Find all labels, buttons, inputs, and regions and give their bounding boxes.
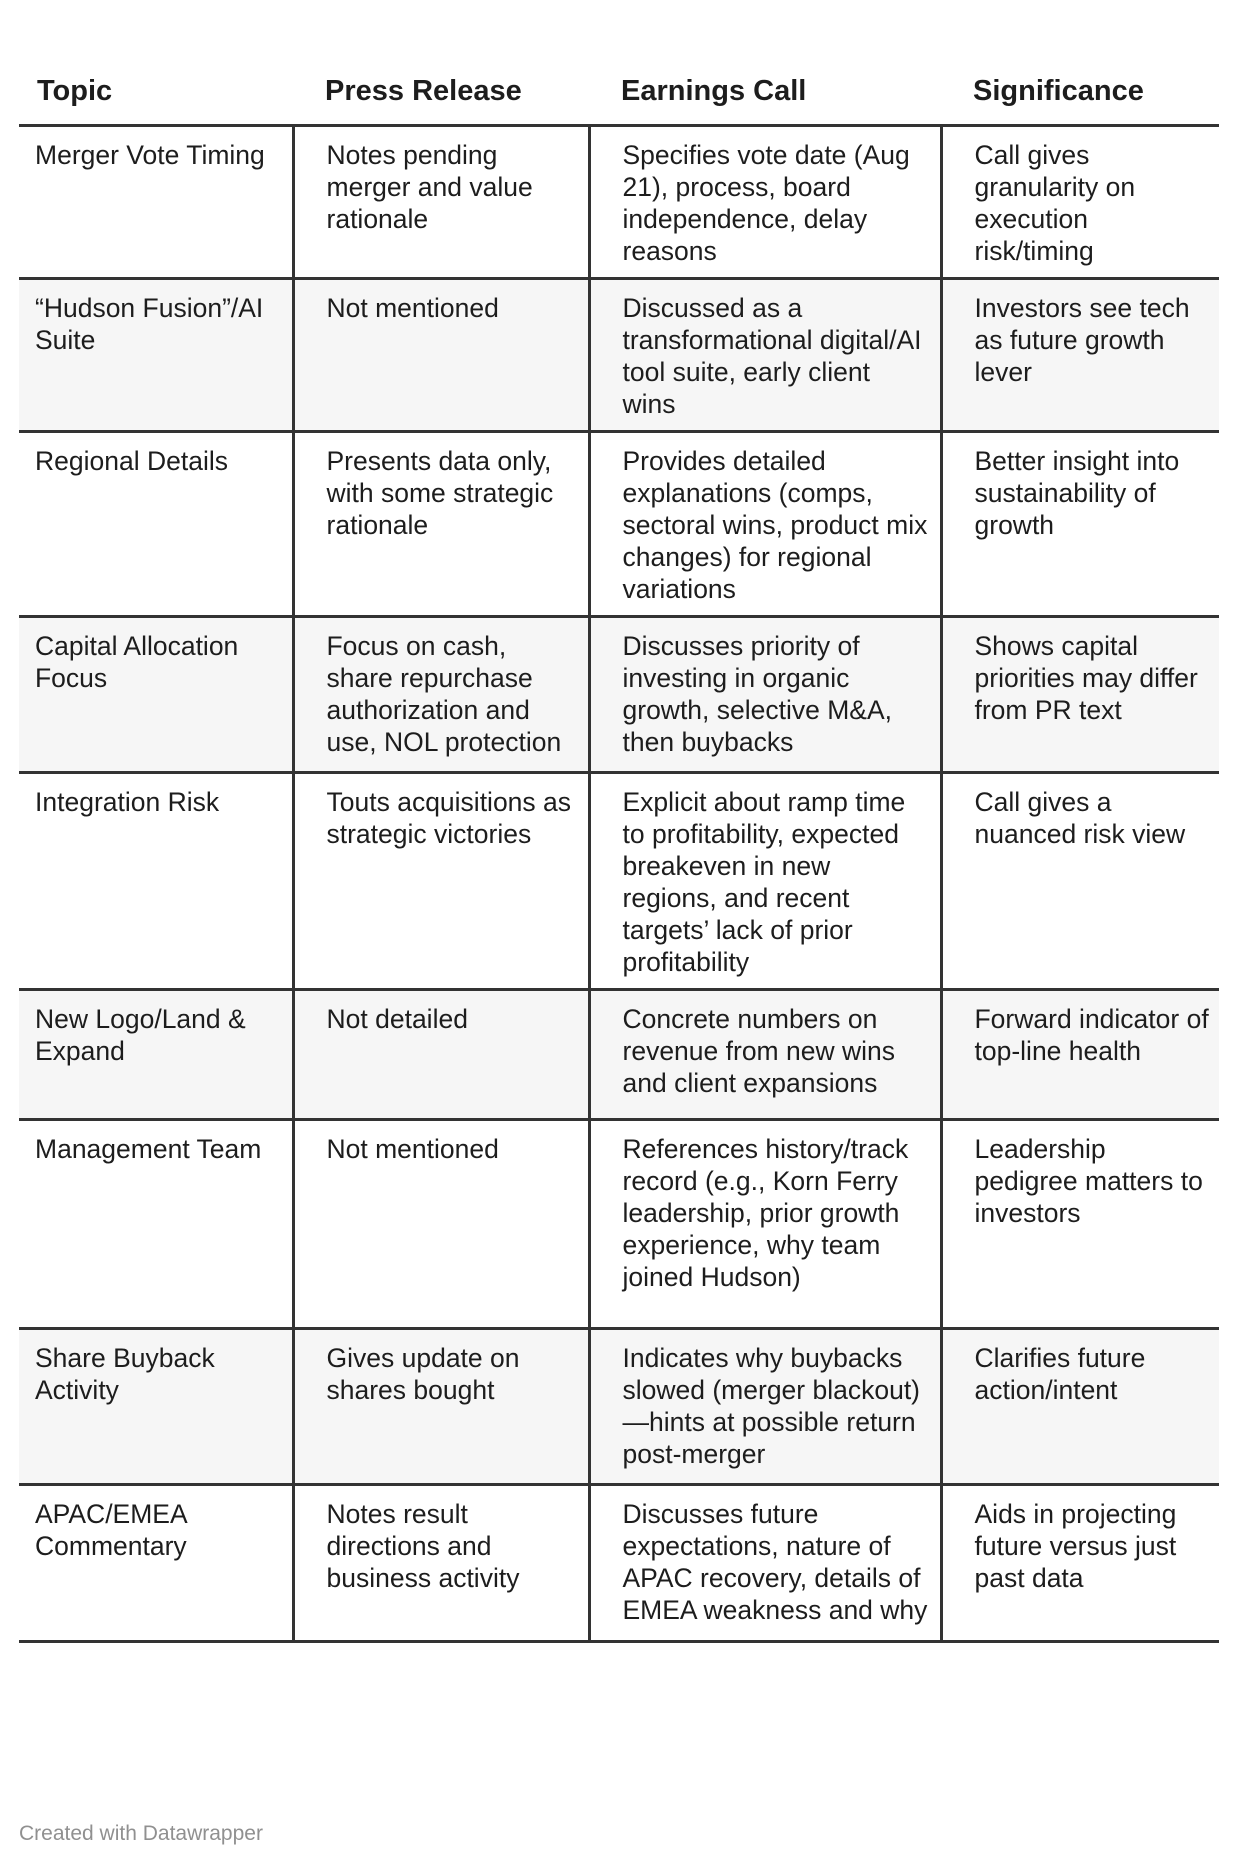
cell-topic: Management Team [19,1120,293,1329]
cell-earnings-call: Specifies vote date (Aug 21), process, board independence, delay reasons [589,126,941,279]
cell-earnings-call: Indicates why buybacks slowed (merger blackout)—hints at possible return post-merger [589,1329,941,1485]
cell-significance: Leadership pedigree matters to investors [941,1120,1219,1329]
cell-topic: New Logo/Land & Expand [19,990,293,1120]
cell-topic: Share Buyback Activity [19,1329,293,1485]
cell-press-release: Not mentioned [293,1120,589,1329]
table-row [19,773,1219,990]
cell-press-release: Notes result directions and business activity [293,1485,589,1642]
table-row [19,126,1219,279]
table-row [19,432,1219,617]
cell-press-release: Focus on cash, share repurchase authorization and use, NOL protection [293,617,589,773]
cell-press-release: Not mentioned [293,279,589,432]
header-press-release: Press Release [293,38,589,126]
cell-significance: Clarifies future action/intent [941,1329,1219,1485]
cell-topic: Capital Allocation Focus [19,617,293,773]
cell-earnings-call: Explicit about ramp time to profitability, expected breakeven in new regions, and recent targets’ lack of prior profitability [589,773,941,990]
cell-earnings-call: Discusses future expectations, nature of APAC recovery, details of EMEA weakness and why [589,1485,941,1642]
comparison-table [19,38,1219,1643]
cell-press-release: Gives update on shares bought [293,1329,589,1485]
cell-earnings-call: Discusses priority of investing in organic growth, selective M&A, then buybacks [589,617,941,773]
cell-topic: APAC/EMEA Commentary [19,1485,293,1642]
cell-topic: “Hudson Fusion”/AI Suite [19,279,293,432]
cell-press-release: Presents data only, with some strategic rationale [293,432,589,617]
cell-significance: Aids in projecting future versus just past data [941,1485,1219,1642]
cell-significance: Shows capital priorities may differ from PR text [941,617,1219,773]
table-row [19,617,1219,773]
table-row [19,990,1219,1120]
cell-earnings-call: Provides detailed explanations (comps, sectoral wins, product mix changes) for regional variations [589,432,941,617]
table-row [19,1329,1219,1485]
cell-earnings-call: References history/track record (e.g., Korn Ferry leadership, prior growth experience, why team joined Hudson) [589,1120,941,1329]
header-significance: Significance [941,38,1219,126]
cell-press-release: Touts acquisitions as strategic victories [293,773,589,990]
cell-significance: Investors see tech as future growth lever [941,279,1219,432]
cell-topic: Regional Details [19,432,293,617]
cell-press-release: Notes pending merger and value rationale [293,126,589,279]
header-earnings-call: Earnings Call [589,38,941,126]
cell-significance: Forward indicator of top-line health [941,990,1219,1120]
cell-significance: Better insight into sustainability of growth [941,432,1219,617]
cell-topic: Integration Risk [19,773,293,990]
cell-press-release: Not detailed [293,990,589,1120]
table-row [19,279,1219,432]
cell-earnings-call: Concrete numbers on revenue from new wins and client expansions [589,990,941,1120]
footer-credit: Created with Datawrapper [19,1822,263,1845]
header-row [19,38,1219,126]
header-topic: Topic [19,38,293,126]
cell-significance: Call gives granularity on execution risk/timing [941,126,1219,279]
table-row [19,1485,1219,1642]
cell-topic: Merger Vote Timing [19,126,293,279]
cell-earnings-call: Discussed as a transformational digital/AI tool suite, early client wins [589,279,941,432]
cell-significance: Call gives a nuanced risk view [941,773,1219,990]
table-row [19,1120,1219,1329]
